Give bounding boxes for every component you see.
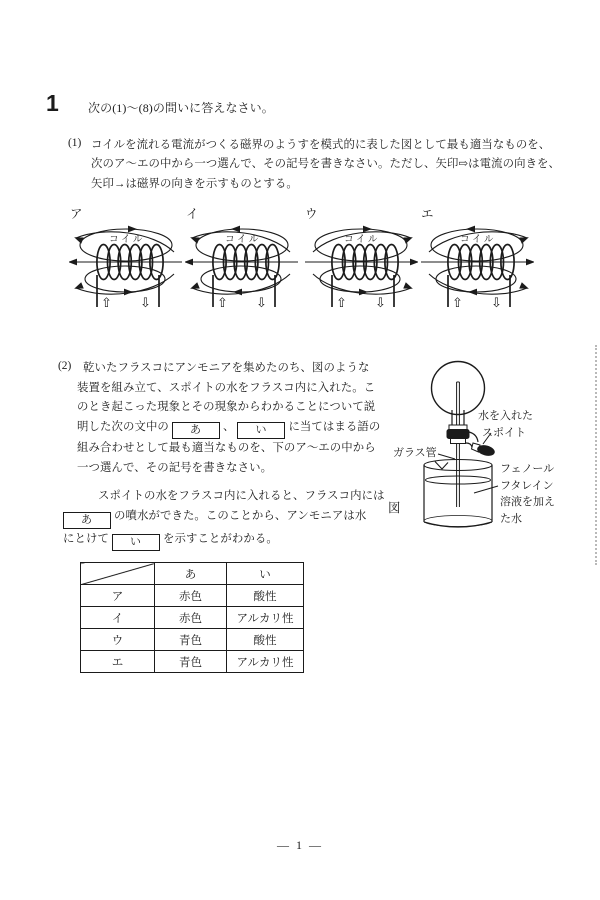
table-header-row (81, 563, 304, 585)
q2-text-line: 乾いたフラスコにアンモニアを集めたのち、図のような (83, 362, 370, 374)
option-kana: ウ (81, 629, 155, 651)
q2-text-line: 一つ選んで、その記号を書きなさい。 (77, 461, 273, 474)
q2-text-line: 組み合わせとして最も適当なものを、下のア～エの中から (77, 442, 376, 455)
phenol-label-line: た水 (500, 512, 522, 525)
fill-box-a: あ (63, 512, 111, 529)
table-row (81, 629, 304, 651)
q2-text-line-with-boxes (77, 418, 382, 440)
option-kana: イ (81, 607, 155, 629)
passage-line-with-box (63, 506, 403, 529)
question-1-number: 1 (46, 90, 59, 116)
coil-figure (304, 214, 418, 310)
coil-option-i (185, 204, 299, 314)
option-property: アルカリ性 (227, 607, 304, 629)
table-row (81, 607, 304, 629)
option-color: 青色 (155, 629, 227, 651)
passage (63, 486, 403, 551)
table-row (81, 651, 304, 673)
svg-text:コイル: コイル (344, 235, 380, 245)
coil-option-e (420, 204, 534, 314)
coil-figure (420, 214, 534, 310)
svg-text:⇧: ⇧ (452, 296, 463, 310)
beaker-shape (424, 460, 492, 528)
passage-line3-pre: にとけて (63, 532, 109, 545)
fill-box-a: あ (172, 422, 220, 439)
q1-text-line: コイルを流れる電流がつくる磁界のようすを模式的に表した図として最も適当なものを、 (91, 139, 551, 151)
option-color: 赤色 (155, 585, 227, 607)
spoit-label-line: 水を入れた (478, 410, 533, 422)
table-row (81, 585, 304, 607)
q1-text (91, 136, 561, 194)
passage-line3-post: を示すことがわかる。 (162, 532, 278, 545)
coil-option-label: ア (70, 207, 83, 221)
coil-figure (69, 214, 183, 310)
figure-caption: 図 (388, 501, 401, 515)
coil-option-u (304, 204, 418, 314)
svg-text:⇩: ⇩ (256, 296, 267, 310)
coil-option-label: エ (421, 207, 434, 221)
passage-line2-text: の噴水ができた。このことから、アンモニアは水 (114, 510, 367, 522)
q1-marker: (1) (68, 137, 82, 149)
q2-line4-post: に当てはまる語の (288, 420, 381, 433)
answer-options-table (80, 562, 304, 673)
option-property: アルカリ性 (227, 651, 304, 673)
q1-text-line: 矢印→は磁界の向きを示すものとする。 (91, 177, 298, 190)
spoit-label-line: スポイト (482, 426, 526, 439)
q2-line4-sep: 、 (222, 420, 235, 433)
option-property: 酸性 (227, 585, 304, 607)
option-color: 赤色 (155, 607, 227, 629)
q2-text-line: のとき起こった現象とその現象からわかることについて説 (77, 401, 376, 414)
water-level-line (426, 476, 491, 484)
page-number: — 1 — (277, 838, 323, 852)
svg-text:⇩: ⇩ (140, 296, 151, 310)
coil-option-a (69, 204, 183, 314)
passage-line: スポイトの水をフラスコ内に入れると、フラスコ内には (98, 490, 385, 502)
svg-text:コイル: コイル (460, 235, 496, 245)
q2-marker: (2) (58, 360, 72, 372)
flask-shape (432, 362, 485, 444)
svg-text:コイル: コイル (109, 235, 145, 245)
glass-tube-shape (457, 382, 460, 507)
phenol-label-line: フタレイン (500, 479, 554, 492)
svg-text:⇩: ⇩ (375, 296, 386, 310)
q1-text-line: 次のア～エの中から一つ選んで、その記号を書きなさい。ただし、矢印⇨は電流の向きを、 (91, 158, 561, 171)
coil-option-label: ウ (305, 207, 318, 221)
q2-line4-pre: 明した次の文中の (77, 420, 169, 433)
coil-figure (185, 214, 299, 310)
q2-text (77, 359, 382, 478)
phenolphthalein-label (500, 461, 555, 527)
svg-text:⇧: ⇧ (101, 296, 112, 310)
svg-text:⇧: ⇧ (336, 296, 347, 310)
svg-text:⇩: ⇩ (491, 296, 502, 310)
spoit-label (478, 408, 533, 441)
svg-text:コイル: コイル (225, 235, 261, 245)
table-header-i: い (227, 563, 304, 585)
question-1-instruction: 次の(1)～(8)の問いに答えなさい。 (88, 101, 274, 115)
fill-box-i: い (237, 422, 285, 439)
phenol-label-line: 溶液を加え (500, 496, 555, 508)
page-edge-dotted-line (595, 345, 597, 565)
coil-option-label: イ (186, 207, 199, 221)
svg-text:⇧: ⇧ (217, 296, 228, 310)
passage-line-with-box (63, 529, 403, 552)
option-property: 酸性 (227, 629, 304, 651)
option-color: 青色 (155, 651, 227, 673)
option-kana: ア (81, 585, 155, 607)
apparatus-figure (385, 355, 580, 540)
q2-text-line: 装置を組み立て、スポイトの水をフラスコ内に入れた。こ (77, 381, 376, 394)
phenol-label-line: フェノール (500, 463, 555, 475)
option-kana: エ (81, 651, 155, 673)
table-header-a: あ (155, 563, 227, 585)
fill-box-i: い (112, 534, 160, 551)
table-corner-diagonal-cell (81, 563, 155, 585)
glass-tube-label: ガラス管 (393, 447, 437, 459)
